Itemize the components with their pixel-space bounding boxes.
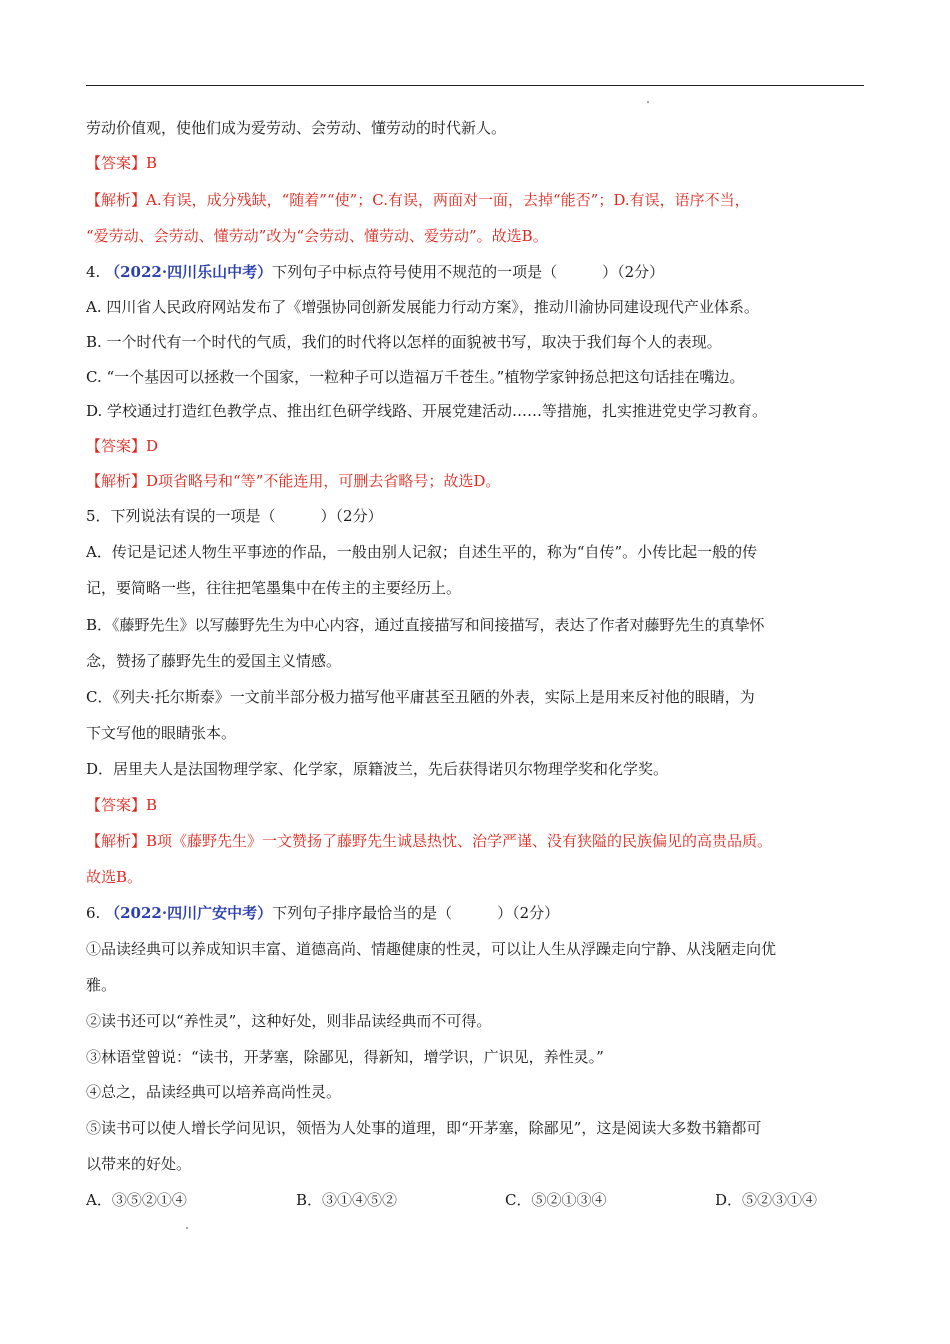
option-b: B．③①④⑤②: [296, 1191, 398, 1209]
question-text: 下列句子中标点符号使用不规范的一项是（ ）（2分）: [272, 263, 665, 281]
option-d: D．⑤②③①④: [715, 1191, 818, 1209]
option-b: B. 一个时代有一个时代的气质，我们的时代将以怎样的面貌被书写，取决于我们每个人的表现。: [86, 333, 722, 351]
option-d: D．居里夫人是法国物理学家、化学家，原籍波兰，先后获得诺贝尔物理学奖和化学奖。: [86, 760, 669, 778]
option-b-cont: 念，赞扬了藤野先生的爱国主义情感。: [86, 652, 342, 670]
scan-dot: [647, 101, 649, 103]
question-number: 4.: [86, 263, 101, 281]
option-c: C．《列夫·托尔斯泰》一文前半部分极力描写他平庸甚至丑陋的外表，实际上是用来反衬他的眼睛，为: [86, 688, 755, 706]
option-d: D. 学校通过打造红色教学点、推出红色研学线路、开展党建活动……等措施，扎实推进党史学习教育。: [86, 402, 768, 420]
option-b: B．《藤野先生》以写藤野先生为中心内容，通过直接描写和间接描写，表达了作者对藤野先生的真挚怀: [86, 616, 765, 634]
analysis-line: 【解析】A.有误，成分残缺，“随着”“使”；C.有误，两面对一面，去掉“能否”；D.有误，语序不当，: [86, 191, 750, 209]
question-4-stem: [86, 262, 664, 282]
scan-dot: [186, 1227, 188, 1229]
question-5-stem: 5．下列说法有误的一项是（ ）（2分）: [86, 507, 383, 525]
sentence-1: ①品读经典可以养成知识丰富、道德高尚、情趣健康的性灵，可以让人生从浮躁走向宁静、从浅陋走向优: [86, 940, 777, 958]
sentence-4: ④总之，品读经典可以培养高尚性灵。: [86, 1083, 342, 1101]
analysis-line: “爱劳动、会劳动、懂劳动”改为“会劳动、懂劳动、爱劳动”。故选B。: [86, 227, 548, 245]
question-source: （2022·四川乐山中考）: [105, 263, 273, 281]
analysis-line: 【解析】B项《藤野先生》一文赞扬了藤野先生诚恳热忱、治学严谨、没有狭隘的民族偏见的高贵品质。: [86, 832, 773, 850]
question-6-stem: [86, 903, 559, 923]
question-source: （2022·四川广安中考）: [105, 904, 273, 922]
question-number: 6.: [86, 904, 101, 922]
answer-label: 【答案】B: [86, 796, 158, 814]
analysis-line: 故选B。: [86, 868, 143, 886]
header-rule: [86, 85, 864, 86]
option-a: A. 四川省人民政府网站发布了《增强协同创新发展能力行动方案》，推动川渝协同建设现代产业体系。: [86, 298, 759, 316]
sentence-1-cont: 雅。: [86, 976, 117, 994]
analysis-line: 【解析】D项省略号和“等”不能连用，可删去省略号；故选D。: [86, 472, 501, 490]
sentence-3: ③林语堂曾说：“读书，开茅塞，除鄙见，得新知，增学识，广识见，养性灵。”: [86, 1048, 604, 1066]
answer-label: 【答案】B: [86, 154, 158, 172]
option-a: A．③⑤②①④: [86, 1191, 187, 1209]
option-a: A．传记是记述人物生平事迹的作品，一般由别人记叙；自述生平的，称为“自传”。小传比起一般的传: [86, 543, 758, 561]
sentence-2: ②读书还可以“养性灵”，这种好处，则非品读经典而不可得。: [86, 1012, 492, 1030]
option-a-cont: 记，要简略一些，往往把笔墨集中在传主的主要经历上。: [86, 579, 462, 597]
option-c-cont: 下文写他的眼睛张本。: [86, 724, 237, 742]
intro-line: 劳动价值观，使他们成为爱劳动、会劳动、懂劳动的时代新人。: [86, 119, 507, 137]
answer-label: 【答案】D: [86, 437, 159, 455]
question-text: 下列句子排序最恰当的是（ ）（2分）: [272, 904, 560, 922]
option-c: C．⑤②①③④: [505, 1191, 607, 1209]
sentence-5-cont: 以带来的好处。: [86, 1155, 192, 1173]
option-c: C. “一个基因可以拯救一个国家，一粒种子可以造福万千苍生。”植物学家钟扬总把这句话挂在嘴边。: [86, 368, 745, 386]
sentence-5: ⑤读书可以使人增长学问见识，领悟为人处事的道理，即“开茅塞，除鄙见”，这是阅读大多数书籍都可: [86, 1119, 762, 1137]
